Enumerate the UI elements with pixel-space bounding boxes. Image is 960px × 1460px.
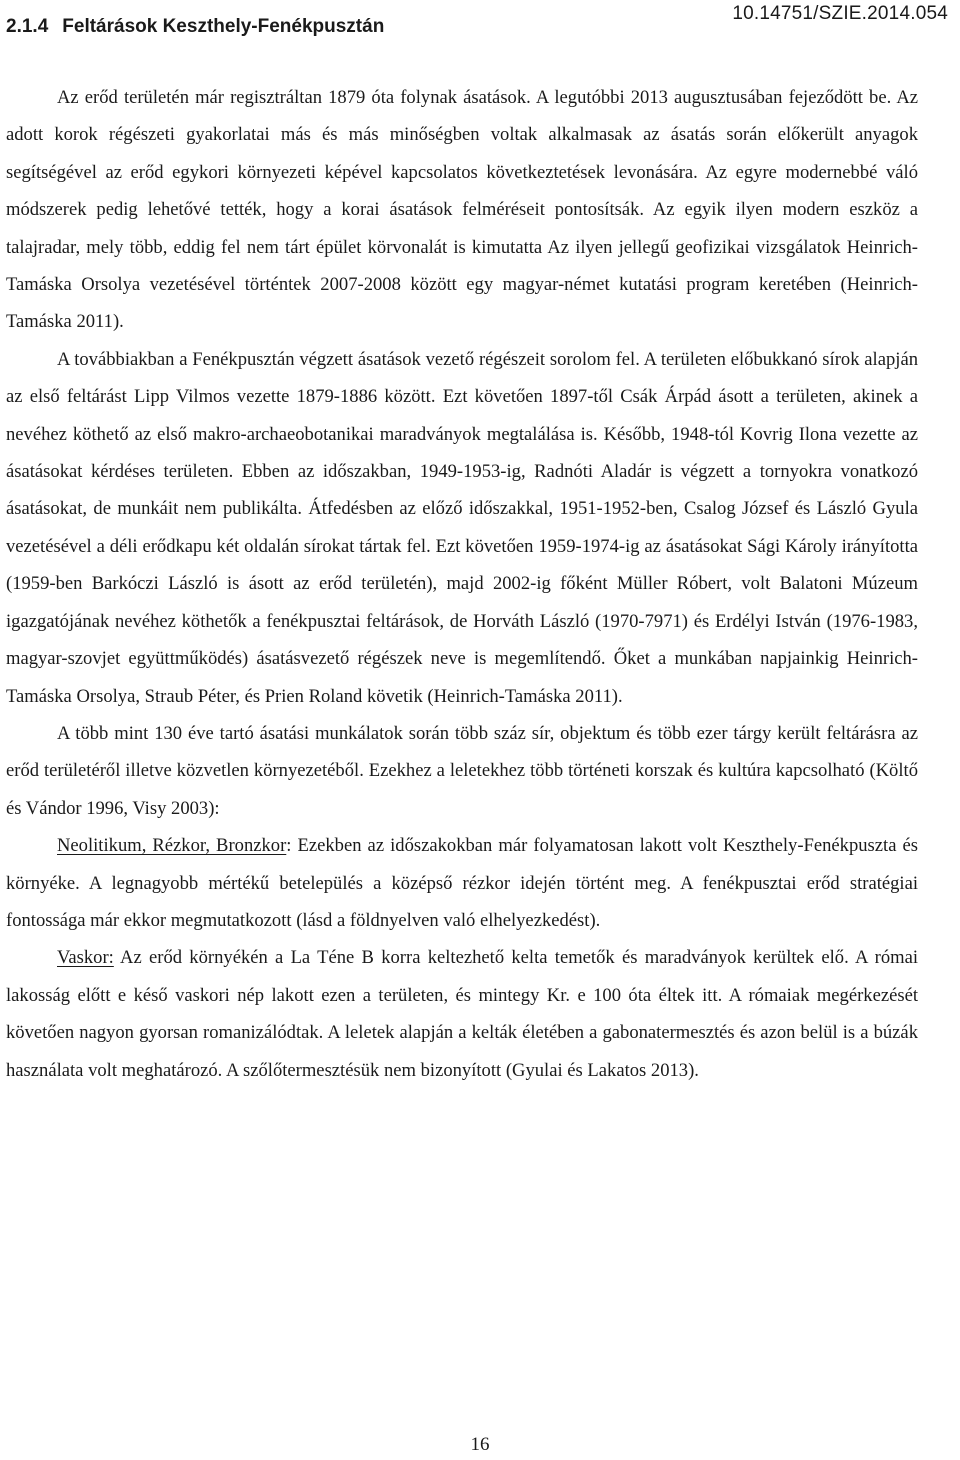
period-label-neolithic: Neolitikum, Rézkor, Bronzkor	[57, 835, 287, 857]
period-text-neolithic: : Ezekben az időszakokban már folyamatosan lakott volt Keszthely-Fenékpuszta és környéke. A legnagyobb mértékű betelepülés a középső rézkor idején történt meg. A fenékpusztai erőd stratégiai fontossága már ekkor megmutatkozott (lásd a földnyelven való elhelyezkedést).	[6, 835, 918, 931]
paragraph-lead-archaeologists: A továbbiakban a Fenékpusztán végzett ásatások vezető régészeit sorolom fel. A területen előbukkanó sírok alapján az első feltárást Lipp Vilmos vezette 1879-1886 között. Ezt követően 1897-től Csák Árpád ásott a területen, akinek a nevéhez köthető az első makro-archaeobotanikai maradványok megtalálása is. Később, 1948-tól Kovrig Ilona vezette az ásatásokat kérdéses területen. Ebben az időszakban, 1949-1953-ig, Radnóti Aladár is végzett a tornyokra vonatkozó ásatásokat, de munkáit nem publikálta. Átfedésben az előző időszakkal, 1951-1952-ben, Csalog József és László Gyula vezetésével a déli erődkapu két oldalán sírokat tártak fel. Ezt követően 1959-1974-ig az ásatásokat Sági Károly irányította (1959-ben Barkóczi László is ásott az erőd területén), majd 2002-ig főként Müller Róbert, volt Balatoni Múzeum igazgatójának nevéhez köthetők a fenékpusztai feltárások, de Horváth László (1970-7971) és Erdélyi István (1976-1983, magyar-szovjet együttműködés) ásatásvezető régészek neve is megemlítendő. Őket a munkában napjainkig Heinrich-Tamáska Orsolya, Straub Péter, és Prien Roland követik (Heinrich-Tamáska 2011).	[6, 348, 918, 707]
body-text	[6, 79, 918, 1089]
section-heading	[6, 16, 384, 38]
period-text-iron-age: Az erőd környékén a La Téne B korra keltezhető kelta temetők és maradványok kerültek elő. A római lakosság előtt e késő vaskori nép lakott ezen a területen, és mintegy Kr. e 100 óta éltek itt. A rómaiak megérkezését követően nagyon gyorsan romanizálódtak. A leletek alapján a kelták életében a gabonatermesztés és azon belül is a búzák használata volt meghatározó. A szőlőtermesztésük nem bizonyított (Gyulai és Lakatos 2013).	[6, 947, 918, 1081]
period-label-iron-age: Vaskor:	[57, 947, 114, 969]
paragraph-excavation-history: Az erőd területén már regisztráltan 1879 óta folynak ásatások. A legutóbbi 2013 augusztusában fejeződött be. Az adott korok régészeti gyakorlatai más és más minőségben voltak alkalmasak az ásatás során előkerült anyagok segítségével az erőd egykori környezeti képével kapcsolatos következtetések levonására. Az egyre modernebbé váló módszerek pedig lehetővé tették, hogy a korai ásatások felméréseit pontosítsák. Az egyik ilyen modern eszköz a talajradar, mely több, eddig fel nem tárt épület körvonalát is kimutatta Az ilyen jellegű geofizikai vizsgálatok Heinrich-Tamáska Orsolya vezetésével történtek 2007-2008 között egy magyar-német kutatási program keretében (Heinrich-Tamáska 2011).	[6, 87, 918, 333]
page-number: 16	[470, 1434, 490, 1455]
doi-identifier: 10.14751/SZIE.2014.054	[732, 3, 948, 24]
section-title: Feltárások Keszthely-Fenékpusztán	[62, 16, 385, 37]
paragraph-neolithic	[6, 827, 918, 939]
section-number: 2.1.4	[6, 16, 49, 37]
paragraph-findings-overview: A több mint 130 éve tartó ásatási munkálatok során több száz sír, objektum és több ezer tárgy került feltárásra az erőd területéről illetve közvetlen környezetéből. Ezekhez a leletekhez több történeti korszak és kultúra kapcsolható (Költő és Vándor 1996, Visy 2003):	[6, 722, 918, 819]
paragraph-iron-age	[6, 939, 918, 1089]
